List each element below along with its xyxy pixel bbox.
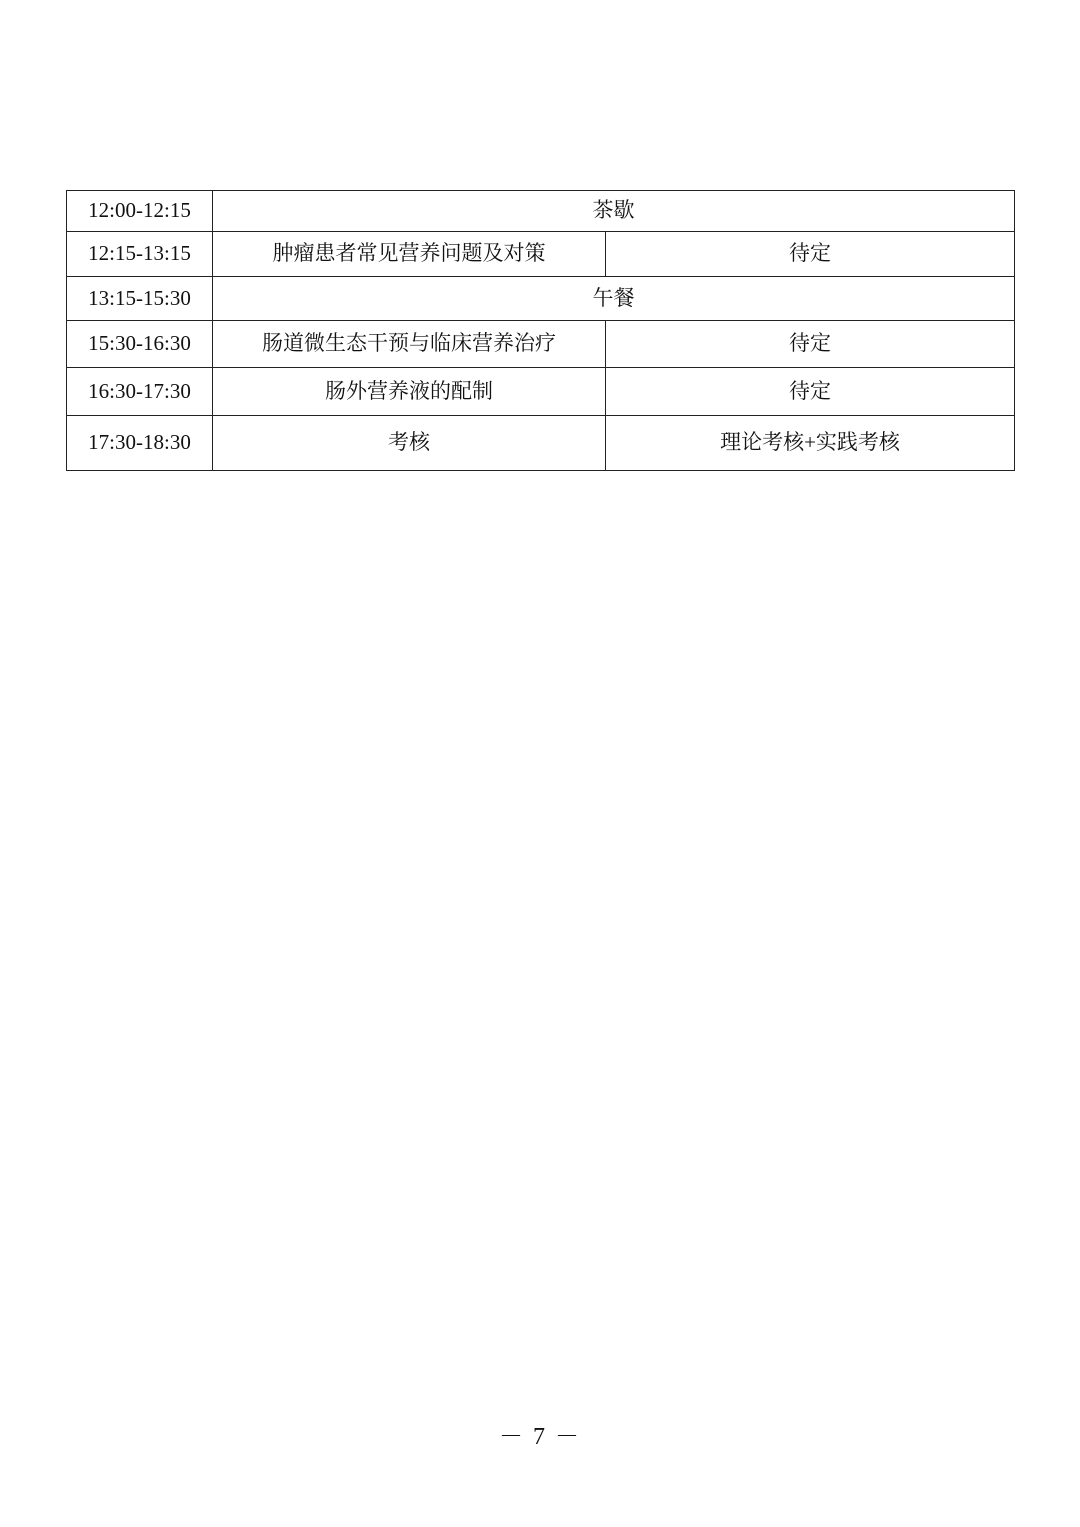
table-row: [67, 277, 1015, 321]
speaker-cell: 理论考核+实践考核: [606, 416, 1015, 471]
break-cell: 午餐: [213, 277, 1015, 321]
speaker-cell: 待定: [606, 368, 1015, 416]
time-cell: 17:30-18:30: [67, 416, 213, 471]
topic-cell: 考核: [213, 416, 606, 471]
topic-cell: 肠外营养液的配制: [213, 368, 606, 416]
table-row: [67, 232, 1015, 277]
topic-cell: 肠道微生态干预与临床营养治疗: [213, 321, 606, 368]
time-cell: 16:30-17:30: [67, 368, 213, 416]
schedule-table: [66, 190, 1015, 471]
table-row: [67, 191, 1015, 232]
speaker-cell: 待定: [606, 232, 1015, 277]
break-cell: 茶歇: [213, 191, 1015, 232]
table-row: [67, 368, 1015, 416]
page-number: － 7 －: [499, 1424, 581, 1450]
time-cell: 13:15-15:30: [67, 277, 213, 321]
table-row: [67, 321, 1015, 368]
table-row: [67, 416, 1015, 471]
speaker-cell: 待定: [606, 321, 1015, 368]
time-cell: 12:15-13:15: [67, 232, 213, 277]
time-cell: 12:00-12:15: [67, 191, 213, 232]
time-cell: 15:30-16:30: [67, 321, 213, 368]
topic-cell: 肿瘤患者常见营养问题及对策: [213, 232, 606, 277]
